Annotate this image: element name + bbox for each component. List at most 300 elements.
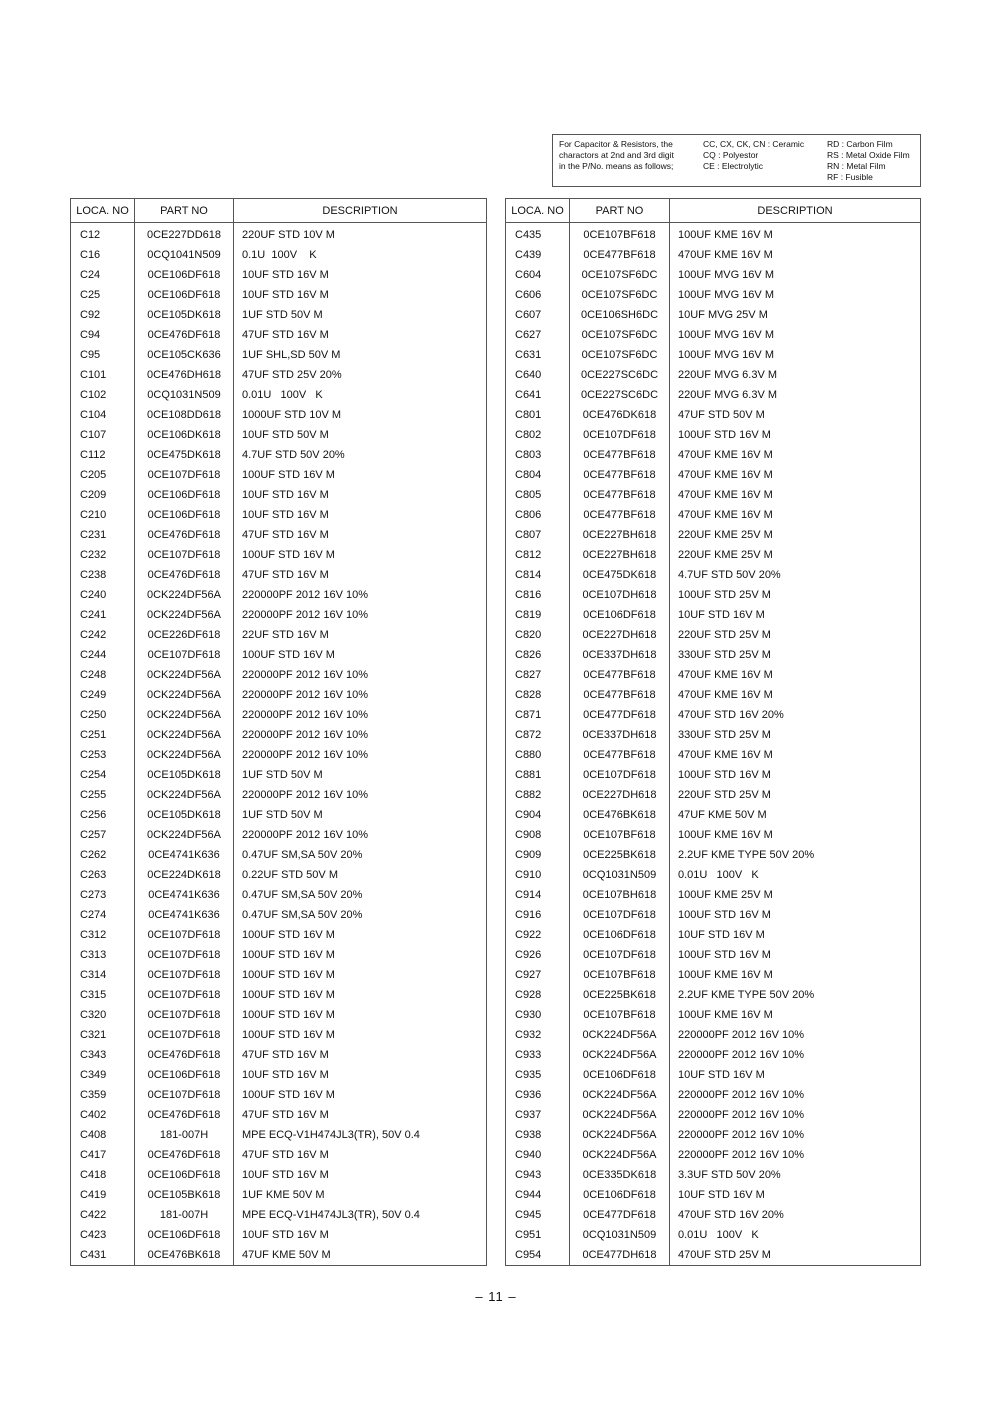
table-row: [506, 765, 921, 785]
loca-no-cell: C945: [515, 1209, 542, 1221]
loca-no-cell: C904: [515, 809, 542, 821]
description-cell: 10UF STD 16V M: [234, 1065, 487, 1085]
loca-no-cell: C343: [80, 1049, 107, 1061]
table-row: [506, 1205, 921, 1225]
table-row: [71, 745, 487, 765]
loca-no-cell: C408: [80, 1129, 107, 1141]
description-cell: 220000PF 2012 16V 10%: [670, 1045, 921, 1065]
table-row: [71, 965, 487, 985]
table-row: [71, 1065, 487, 1085]
loca-no-cell: C816: [515, 589, 542, 601]
loca-no-cell: C631: [515, 349, 542, 361]
table-row: [71, 1005, 487, 1025]
description-cell: 220000PF 2012 16V 10%: [670, 1025, 921, 1045]
loca-no-cell: C435: [515, 229, 542, 241]
table-row: [71, 665, 487, 685]
part-no-cell: 0CE477BF618: [570, 245, 670, 265]
table-row: [71, 1145, 487, 1165]
description-cell: 1UF KME 50V M: [234, 1185, 487, 1205]
table-row: [71, 1245, 487, 1266]
description-cell: 100UF KME 16V M: [670, 1005, 921, 1025]
description-cell: 220000PF 2012 16V 10%: [234, 665, 487, 685]
loca-no-cell: C205: [80, 469, 107, 481]
part-no-cell: 0CE107DF618: [135, 965, 234, 985]
description-cell: 220UF KME 25V M: [670, 525, 921, 545]
part-no-cell: 0CE107DF618: [570, 905, 670, 925]
description-cell: 220UF MVG 6.3V M: [670, 365, 921, 385]
part-no-cell: 0CE107BH618: [570, 885, 670, 905]
part-no-cell: 0CE476DF618: [135, 565, 234, 585]
description-cell: 0.01U 100V K: [234, 385, 487, 405]
description-cell: 0.47UF SM,SA 50V 20%: [234, 885, 487, 905]
part-no-cell: 0CE108DD618: [135, 405, 234, 425]
description-cell: 0.22UF STD 50V M: [234, 865, 487, 885]
table-row: [71, 305, 487, 325]
description-cell: 3.3UF STD 50V 20%: [670, 1165, 921, 1185]
loca-no-cell: C242: [80, 629, 107, 641]
part-no-cell: 0CE107SF6DC: [570, 265, 670, 285]
table-row: [71, 765, 487, 785]
description-cell: 220000PF 2012 16V 10%: [234, 705, 487, 725]
description-cell: 1UF STD 50V M: [234, 805, 487, 825]
loca-no-cell: C253: [80, 749, 107, 761]
loca-no-cell: C881: [515, 769, 542, 781]
table-row: [71, 985, 487, 1005]
table-row: [506, 585, 921, 605]
loca-no-cell: C804: [515, 469, 542, 481]
part-no-cell: 0CE107DF618: [135, 545, 234, 565]
part-no-cell: 0CE105DK618: [135, 765, 234, 785]
part-no-cell: 0CK224DF56A: [135, 605, 234, 625]
loca-no-cell: C104: [80, 409, 107, 421]
table-row: [71, 325, 487, 345]
description-cell: 4.7UF STD 50V 20%: [670, 565, 921, 585]
loca-no-cell: C909: [515, 849, 542, 861]
table-row: [71, 585, 487, 605]
table-row: [71, 1045, 487, 1065]
part-no-cell: 181-007H: [135, 1125, 234, 1145]
table-row: [71, 865, 487, 885]
table-row: [506, 305, 921, 325]
table-row: [71, 485, 487, 505]
description-cell: 470UF STD 25V M: [670, 1245, 921, 1266]
table-row: [506, 385, 921, 405]
part-no-cell: 0CE107DH618: [570, 585, 670, 605]
description-cell: 100UF STD 16V M: [234, 1025, 487, 1045]
part-no-cell: 0CE106DF618: [570, 925, 670, 945]
loca-no-cell: C12: [80, 229, 101, 241]
part-no-cell: 0CE227SC6DC: [570, 365, 670, 385]
table-row: [71, 925, 487, 945]
part-no-cell: 0CK224DF56A: [135, 725, 234, 745]
loca-no-cell: C257: [80, 829, 107, 841]
table-row: [71, 825, 487, 845]
table-row: [506, 1045, 921, 1065]
description-cell: 10UF STD 50V M: [234, 425, 487, 445]
loca-no-cell: C107: [80, 429, 107, 441]
table-row: [506, 825, 921, 845]
parts-table-right: [505, 198, 921, 1266]
description-cell: 470UF KME 16V M: [670, 245, 921, 265]
description-cell: 47UF STD 16V M: [234, 1045, 487, 1065]
loca-no-cell: C16: [80, 249, 101, 261]
description-cell: 470UF KME 16V M: [670, 745, 921, 765]
part-no-cell: 0CE105DK618: [135, 805, 234, 825]
loca-no-cell: C419: [80, 1189, 107, 1201]
part-no-cell: 0CE224DK618: [135, 865, 234, 885]
table-row: [71, 405, 487, 425]
description-cell: 470UF KME 16V M: [670, 685, 921, 705]
part-no-cell: 0CE476DF618: [135, 1145, 234, 1165]
part-no-cell: 0CK224DF56A: [135, 685, 234, 705]
loca-no-cell: C871: [515, 709, 542, 721]
loca-no-cell: C417: [80, 1149, 107, 1161]
table-header-row: [506, 199, 921, 223]
legend-line: charactors at 2nd and 3rd digit: [559, 150, 674, 160]
description-cell: 470UF STD 16V 20%: [670, 705, 921, 725]
table-row: [71, 905, 487, 925]
description-cell: 100UF STD 16V M: [234, 965, 487, 985]
loca-no-cell: C92: [80, 309, 101, 321]
part-no-cell: 0CE477BF618: [570, 485, 670, 505]
table-row: [71, 1125, 487, 1145]
description-cell: 220000PF 2012 16V 10%: [234, 585, 487, 605]
part-no-cell: 0CK224DF56A: [570, 1125, 670, 1145]
part-no-cell: 0CE225BK618: [570, 985, 670, 1005]
description-cell: 10UF STD 16V M: [670, 605, 921, 625]
part-no-cell: 0CE226DF618: [135, 625, 234, 645]
loca-no-cell: C951: [515, 1229, 542, 1241]
loca-no-cell: C314: [80, 969, 107, 981]
description-cell: 220000PF 2012 16V 10%: [670, 1125, 921, 1145]
legend-line: CE : Electrolytic: [703, 161, 763, 171]
part-no-cell: 0CE107BF618: [570, 965, 670, 985]
table-row: [506, 665, 921, 685]
description-cell: 10UF STD 16V M: [234, 285, 487, 305]
part-no-cell: 0CE227DH618: [570, 785, 670, 805]
part-no-cell: 0CE227SC6DC: [570, 385, 670, 405]
loca-no-cell: C349: [80, 1069, 107, 1081]
description-cell: 220000PF 2012 16V 10%: [234, 605, 487, 625]
loca-no-cell: C209: [80, 489, 107, 501]
table-row: [71, 785, 487, 805]
part-no-cell: 0CE477BF618: [570, 465, 670, 485]
table-row: [71, 425, 487, 445]
page-number: – 11 –: [475, 1289, 517, 1304]
table-row: [506, 445, 921, 465]
description-cell: 10UF STD 16V M: [234, 485, 487, 505]
loca-no-cell: C241: [80, 609, 107, 621]
part-no-cell: 0CE106DF618: [135, 1065, 234, 1085]
description-cell: 100UF MVG 16V M: [670, 285, 921, 305]
table-row: [506, 625, 921, 645]
description-cell: 220UF KME 25V M: [670, 545, 921, 565]
table-row: [71, 805, 487, 825]
loca-no-cell: C820: [515, 629, 542, 641]
loca-no-cell: C933: [515, 1049, 542, 1061]
table-row: [506, 925, 921, 945]
part-no-cell: 0CE107DF618: [135, 925, 234, 945]
table-row: [506, 265, 921, 285]
part-no-cell: 0CE476DF618: [135, 1045, 234, 1065]
description-cell: 4.7UF STD 50V 20%: [234, 445, 487, 465]
description-cell: 470UF STD 16V 20%: [670, 1205, 921, 1225]
description-cell: 100UF KME 16V M: [670, 223, 921, 246]
part-no-cell: 0CE106DK618: [135, 425, 234, 445]
description-cell: 2.2UF KME TYPE 50V 20%: [670, 985, 921, 1005]
part-no-cell: 0CE4741K636: [135, 845, 234, 865]
loca-no-cell: C248: [80, 669, 107, 681]
part-no-cell: 0CE476BK618: [135, 1245, 234, 1266]
loca-no-cell: C251: [80, 729, 107, 741]
part-no-cell: 0CE107DF618: [570, 425, 670, 445]
part-no-cell: 0CE475DK618: [570, 565, 670, 585]
table-row: [71, 685, 487, 705]
part-no-cell: 0CE107DF618: [135, 945, 234, 965]
description-cell: 2.2UF KME TYPE 50V 20%: [670, 845, 921, 865]
description-cell: 47UF STD 16V M: [234, 325, 487, 345]
description-cell: 100UF STD 16V M: [234, 925, 487, 945]
part-no-cell: 0CE477DF618: [570, 705, 670, 725]
loca-no-cell: C806: [515, 509, 542, 521]
description-cell: 22UF STD 16V M: [234, 625, 487, 645]
loca-no-cell: C94: [80, 329, 101, 341]
header-part-no: PART NO: [135, 199, 234, 223]
description-cell: 220UF MVG 6.3V M: [670, 385, 921, 405]
table-row: [506, 1225, 921, 1245]
loca-no-cell: C827: [515, 669, 542, 681]
description-cell: 100UF MVG 16V M: [670, 325, 921, 345]
description-cell: 10UF STD 16V M: [670, 1185, 921, 1205]
table-row: [506, 223, 921, 246]
part-no-cell: 0CE475DK618: [135, 445, 234, 465]
part-no-cell: 0CE106DF618: [135, 1225, 234, 1245]
part-no-cell: 0CE227DH618: [570, 625, 670, 645]
legend-line: For Capacitor & Resistors, the: [559, 139, 673, 149]
description-cell: 47UF STD 16V M: [234, 525, 487, 545]
loca-no-cell: C240: [80, 589, 107, 601]
table-row: [71, 625, 487, 645]
table-row: [71, 365, 487, 385]
loca-no-cell: C940: [515, 1149, 542, 1161]
table-row: [506, 345, 921, 365]
loca-no-cell: C250: [80, 709, 107, 721]
table-row: [506, 1245, 921, 1266]
description-cell: 220UF STD 10V M: [234, 223, 487, 246]
description-cell: 100UF STD 16V M: [234, 1085, 487, 1105]
loca-no-cell: C254: [80, 769, 107, 781]
loca-no-cell: C826: [515, 649, 542, 661]
description-cell: 47UF STD 16V M: [234, 1145, 487, 1165]
part-no-cell: 0CE107DF618: [135, 1005, 234, 1025]
description-cell: 470UF KME 16V M: [670, 485, 921, 505]
loca-no-cell: C256: [80, 809, 107, 821]
description-cell: 47UF STD 16V M: [234, 1105, 487, 1125]
table-row: [506, 245, 921, 265]
part-no-cell: 0CE107DF618: [135, 1025, 234, 1045]
part-no-cell: 181-007H: [135, 1205, 234, 1225]
table-row: [506, 1025, 921, 1045]
part-no-cell: 0CK224DF56A: [135, 785, 234, 805]
table-row: [71, 845, 487, 865]
loca-no-cell: C244: [80, 649, 107, 661]
table-row: [71, 885, 487, 905]
loca-no-cell: C313: [80, 949, 107, 961]
part-no-cell: 0CE225BK618: [570, 845, 670, 865]
part-no-cell: 0CK224DF56A: [135, 585, 234, 605]
table-row: [71, 1205, 487, 1225]
table-row: [71, 545, 487, 565]
loca-no-cell: C320: [80, 1009, 107, 1021]
loca-no-cell: C914: [515, 889, 542, 901]
description-cell: 470UF KME 16V M: [670, 665, 921, 685]
part-no-cell: 0CE107BF618: [570, 223, 670, 246]
loca-no-cell: C418: [80, 1169, 107, 1181]
loca-no-cell: C801: [515, 409, 542, 421]
legend-line: RN : Metal Film: [827, 161, 886, 171]
loca-no-cell: C102: [80, 389, 107, 401]
description-cell: 330UF STD 25V M: [670, 645, 921, 665]
part-no-cell: 0CE477BF618: [570, 445, 670, 465]
header-description: DESCRIPTION: [670, 199, 921, 223]
description-cell: 0.01U 100V K: [670, 865, 921, 885]
loca-no-cell: C954: [515, 1249, 542, 1261]
loca-no-cell: C232: [80, 549, 107, 561]
loca-no-cell: C607: [515, 309, 542, 321]
part-no-cell: 0CE476DF618: [135, 525, 234, 545]
description-cell: 100UF KME 25V M: [670, 885, 921, 905]
loca-no-cell: C812: [515, 549, 542, 561]
part-no-cell: 0CE335DK618: [570, 1165, 670, 1185]
description-cell: 100UF STD 16V M: [234, 545, 487, 565]
header-description: DESCRIPTION: [234, 199, 487, 223]
loca-no-cell: C910: [515, 869, 542, 881]
loca-no-cell: C814: [515, 569, 542, 581]
loca-no-cell: C422: [80, 1209, 107, 1221]
loca-no-cell: C930: [515, 1009, 542, 1021]
description-cell: 10UF STD 16V M: [234, 1165, 487, 1185]
loca-no-cell: C935: [515, 1069, 542, 1081]
part-no-cell: 0CE105BK618: [135, 1185, 234, 1205]
description-cell: 0.1U 100V K: [234, 245, 487, 265]
part-no-cell: 0CE477DF618: [570, 1205, 670, 1225]
table-row: [71, 1105, 487, 1125]
part-no-cell: 0CE476DH618: [135, 365, 234, 385]
description-cell: 220000PF 2012 16V 10%: [670, 1105, 921, 1125]
description-cell: 100UF STD 16V M: [670, 945, 921, 965]
part-no-cell: 0CE106SH6DC: [570, 305, 670, 325]
part-no-cell: 0CE106DF618: [135, 485, 234, 505]
legend-line: RF : Fusible: [827, 172, 873, 182]
part-no-cell: 0CE227BH618: [570, 545, 670, 565]
legend-line: in the P/No. means as follows;: [559, 161, 674, 171]
legend-resistor-codes: [827, 139, 922, 183]
loca-no-cell: C938: [515, 1129, 542, 1141]
description-cell: 100UF STD 16V M: [670, 905, 921, 925]
part-no-cell: 0CE106DF618: [135, 1165, 234, 1185]
part-no-cell: 0CE107DF618: [135, 1085, 234, 1105]
header-part-no: PART NO: [570, 199, 670, 223]
part-no-cell: 0CE477BF618: [570, 745, 670, 765]
part-no-cell: 0CE337DH618: [570, 725, 670, 745]
loca-no-cell: C112: [80, 449, 106, 461]
table-row: [506, 405, 921, 425]
part-no-cell: 0CE106DF618: [135, 505, 234, 525]
loca-no-cell: C255: [80, 789, 107, 801]
description-cell: 220000PF 2012 16V 10%: [234, 685, 487, 705]
header-loca-no: LOCA. NO: [506, 199, 570, 223]
part-no-cell: 0CE477BF618: [570, 505, 670, 525]
table-row: [506, 865, 921, 885]
loca-no-cell: C231: [80, 529, 107, 541]
table-row: [506, 785, 921, 805]
legend-line: RS : Metal Oxide Film: [827, 150, 910, 160]
part-no-cell: 0CE107DF618: [135, 465, 234, 485]
legend-capacitor-codes: [703, 139, 821, 172]
table-row: [71, 725, 487, 745]
legend-intro: [559, 139, 699, 172]
table-row: [71, 1165, 487, 1185]
legend-line: CC, CX, CK, CN : Ceramic: [703, 139, 805, 149]
description-cell: MPE ECQ-V1H474JL3(TR), 50V 0.4: [234, 1205, 487, 1225]
loca-no-cell: C926: [515, 949, 542, 961]
table-row: [71, 385, 487, 405]
loca-no-cell: C431: [80, 1249, 107, 1261]
description-cell: 10UF STD 16V M: [670, 1065, 921, 1085]
loca-no-cell: C95: [80, 349, 101, 361]
loca-no-cell: C916: [515, 909, 542, 921]
table-row: [71, 465, 487, 485]
description-cell: 220000PF 2012 16V 10%: [234, 725, 487, 745]
table-row: [506, 1145, 921, 1165]
table-row: [506, 845, 921, 865]
description-cell: 1UF SHL,SD 50V M: [234, 345, 487, 365]
loca-no-cell: C321: [80, 1029, 107, 1041]
part-no-cell: 0CE105CK636: [135, 345, 234, 365]
table-row: [506, 1125, 921, 1145]
part-no-cell: 0CE477DH618: [570, 1245, 670, 1266]
description-cell: 100UF STD 16V M: [234, 1005, 487, 1025]
code-legend-box: [552, 134, 921, 187]
description-cell: 0.47UF SM,SA 50V 20%: [234, 905, 487, 925]
description-cell: 47UF STD 25V 20%: [234, 365, 487, 385]
part-no-cell: 0CE106DF618: [570, 1185, 670, 1205]
loca-no-cell: C932: [515, 1029, 542, 1041]
table-row: [71, 565, 487, 585]
loca-no-cell: C274: [80, 909, 107, 921]
description-cell: 100UF KME 16V M: [670, 825, 921, 845]
part-no-cell: 0CE107SF6DC: [570, 345, 670, 365]
loca-no-cell: C359: [80, 1089, 107, 1101]
part-no-cell: 0CE476DF618: [135, 325, 234, 345]
part-no-cell: 0CE107DF618: [135, 645, 234, 665]
description-cell: 220UF STD 25V M: [670, 785, 921, 805]
part-no-cell: 0CE107DF618: [570, 765, 670, 785]
loca-no-cell: C928: [515, 989, 542, 1001]
loca-no-cell: C927: [515, 969, 542, 981]
description-cell: 100UF MVG 16V M: [670, 265, 921, 285]
description-cell: 1UF STD 50V M: [234, 305, 487, 325]
loca-no-cell: C402: [80, 1109, 107, 1121]
loca-no-cell: C882: [515, 789, 542, 801]
description-cell: 100UF STD 16V M: [670, 765, 921, 785]
description-cell: 220UF STD 25V M: [670, 625, 921, 645]
table-row: [506, 605, 921, 625]
loca-no-cell: C807: [515, 529, 542, 541]
table-row: [506, 285, 921, 305]
part-no-cell: 0CK224DF56A: [570, 1105, 670, 1125]
loca-no-cell: C937: [515, 1109, 542, 1121]
